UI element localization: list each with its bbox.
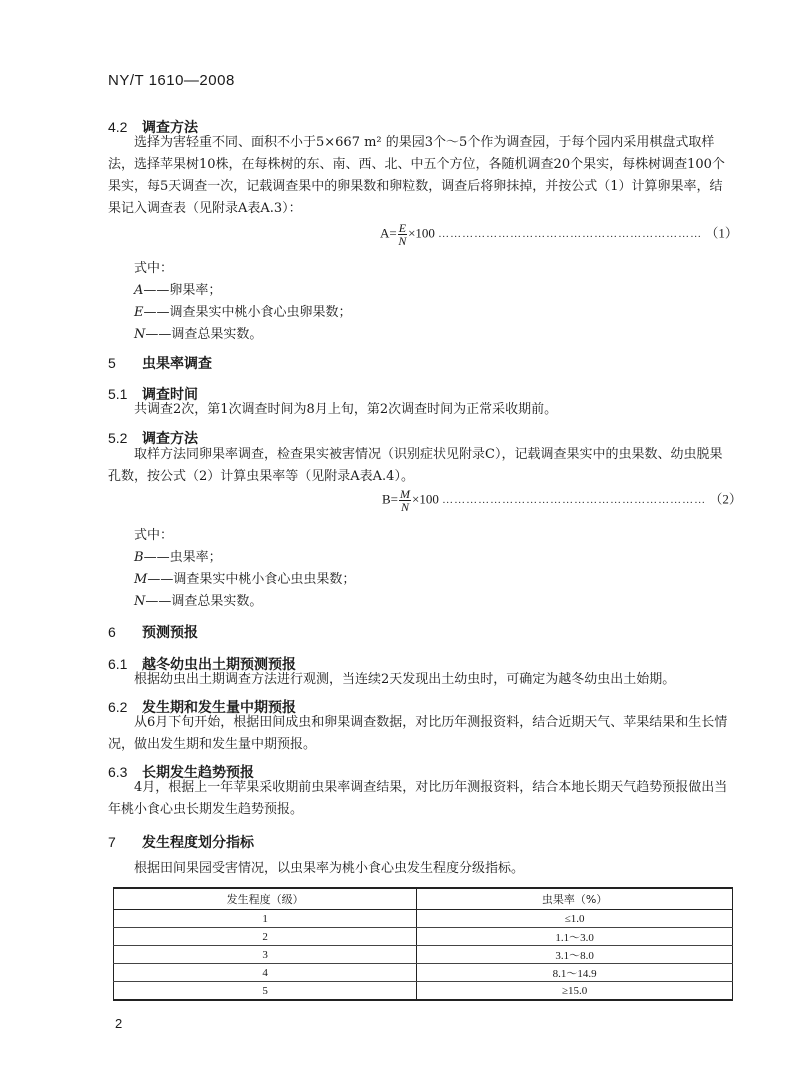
fraction-numerator: E xyxy=(398,221,407,235)
section-number: 6.3 xyxy=(108,764,128,780)
section-title: 调查方法 xyxy=(142,120,198,136)
definition-symbol: M xyxy=(134,572,148,587)
section-4-2-body: 选择为害轻重不同、面积不小于5×667 m² 的果园3个～5个作为调查园，于每个园内采用棋盘式取样法，选择苹果树10株，在每株树的东、南、西、北、中五个方位，各随机调查20个果实，每株树调查100个果实，每5天调查一次，记载调查果中的卵果数和卵粒数，调查后将卵抹掉，并按公式（1）计算卵果率，结果记入调查表（见附录A表A.3）： xyxy=(108,135,725,216)
section-5-heading xyxy=(108,353,212,373)
section-number: 6 xyxy=(108,624,116,640)
definition-text: ——调查果实中桃小食心虫虫果数； xyxy=(147,572,356,587)
table-row xyxy=(114,964,733,982)
section-title: 发生程度划分指标 xyxy=(142,835,254,851)
table-cell-rate: ≤1.0 xyxy=(417,910,733,928)
table-cell-rate: 1.1～3.0 xyxy=(417,928,733,946)
fraction-denominator: N xyxy=(401,500,410,514)
formula-rhs: ×100 xyxy=(408,225,435,241)
definition-symbol: N xyxy=(134,327,146,342)
section-number: 5 xyxy=(108,355,116,371)
table-cell-grade: 1 xyxy=(114,910,417,928)
definition-text: ——调查总果实数。 xyxy=(145,594,263,609)
definition-line xyxy=(134,569,355,591)
table-header-row xyxy=(114,888,733,910)
section-number: 5.1 xyxy=(108,386,128,402)
section-7-heading xyxy=(108,832,254,852)
section-title: 预测预报 xyxy=(142,625,198,641)
definition-symbol: B xyxy=(134,550,144,565)
definition-text: ——卵果率； xyxy=(143,283,222,298)
section-number: 5.2 xyxy=(108,430,128,446)
definition-text: ——调查总果实数。 xyxy=(145,327,263,342)
definition-symbol: A xyxy=(134,283,144,298)
section-number: 7 xyxy=(108,834,116,850)
section-number: 4.2 xyxy=(108,119,128,135)
table-cell-rate: ≥15.0 xyxy=(417,982,733,1001)
fraction-numerator: M xyxy=(400,487,411,501)
definition-symbol: N xyxy=(134,594,146,609)
definition-line xyxy=(134,302,352,324)
formula-1 xyxy=(380,222,738,247)
table-row xyxy=(114,910,733,928)
section-title: 调查时间 xyxy=(142,387,198,403)
table-row xyxy=(114,928,733,946)
table-row xyxy=(114,946,733,964)
definition-line xyxy=(134,280,221,302)
standard-code: NY/T 1610—2008 xyxy=(108,72,235,89)
fraction-denominator: N xyxy=(398,234,407,248)
section-6-2-body: 从6月下旬开始，根据田间成虫和卵果调查数据，对比历年测报资料，结合近期天气、苹果结果和生长情况，做出发生期和发生量中期预报。 xyxy=(108,715,728,752)
table-cell-grade: 4 xyxy=(114,964,417,982)
table-cell-rate: 3.1～8.0 xyxy=(417,946,733,964)
formula-rhs: ×100 xyxy=(412,491,439,507)
table-cell-grade: 3 xyxy=(114,946,417,964)
formula-lhs: B= xyxy=(382,491,399,507)
table-header-grade: 发生程度（级） xyxy=(114,888,417,910)
definition-line xyxy=(134,547,222,569)
section-5-1-body: 共调查2次，第1次调查时间为8月上旬，第2次调查时间为正常采收期前。 xyxy=(134,402,558,417)
formula-fraction xyxy=(398,222,407,247)
definition-text: ——调查果实中桃小食心虫卵果数； xyxy=(143,305,352,320)
definition-line xyxy=(134,324,262,346)
definition-symbol: E xyxy=(134,305,144,320)
table-cell-grade: 5 xyxy=(114,982,417,1001)
formula-fraction xyxy=(399,488,411,513)
formula-2 xyxy=(382,488,742,513)
severity-grade-table xyxy=(113,887,733,1001)
section-6-heading xyxy=(108,622,198,642)
section-6-1-body: 根据幼虫出土期调查方法进行观测，当连续2天发现出土幼虫时，可确定为越冬幼虫出土始期。 xyxy=(134,672,676,687)
section-title: 越冬幼虫出土期预测预报 xyxy=(142,657,296,673)
where-label: 式中： xyxy=(134,528,174,543)
formula-leader-dots: ………………………………………………………… xyxy=(438,228,703,241)
formula-lhs: A= xyxy=(380,225,397,241)
page-number: 2 xyxy=(115,1016,123,1031)
definition-text: ——虫果率； xyxy=(143,550,222,565)
definition-line xyxy=(134,591,262,613)
section-title: 虫果率调查 xyxy=(142,356,212,372)
section-title: 长期发生趋势预报 xyxy=(142,765,254,781)
formula-number: （1） xyxy=(705,225,738,241)
section-title: 发生期和发生量中期预报 xyxy=(142,700,296,716)
formula-number: （2） xyxy=(709,491,742,507)
section-number: 6.1 xyxy=(108,656,128,672)
formula-leader-dots: ………………………………………………………… xyxy=(442,494,707,507)
table-row xyxy=(114,982,733,1001)
section-6-3-body: 4月，根据上一年苹果采收期前虫果率调查结果，对比历年测报资料，结合本地长期天气趋势预报做出当年桃小食心虫长期发生趋势预报。 xyxy=(108,780,728,817)
section-title: 调查方法 xyxy=(142,431,198,447)
table-header-rate: 虫果率（%） xyxy=(417,888,733,910)
section-5-2-body: 取样方法同卵果率调查，检查果实被害情况（识别症状见附录C），记载调查果实中的虫果数、幼虫脱果孔数，按公式（2）计算虫果率等（见附录A表A.4）。 xyxy=(108,447,723,484)
table-cell-rate: 8.1～14.9 xyxy=(417,964,733,982)
table-cell-grade: 2 xyxy=(114,928,417,946)
where-label: 式中： xyxy=(134,261,174,276)
section-number: 6.2 xyxy=(108,699,128,715)
section-7-body: 根据田间果园受害情况，以虫果率为桃小食心虫发生程度分级指标。 xyxy=(134,861,525,876)
